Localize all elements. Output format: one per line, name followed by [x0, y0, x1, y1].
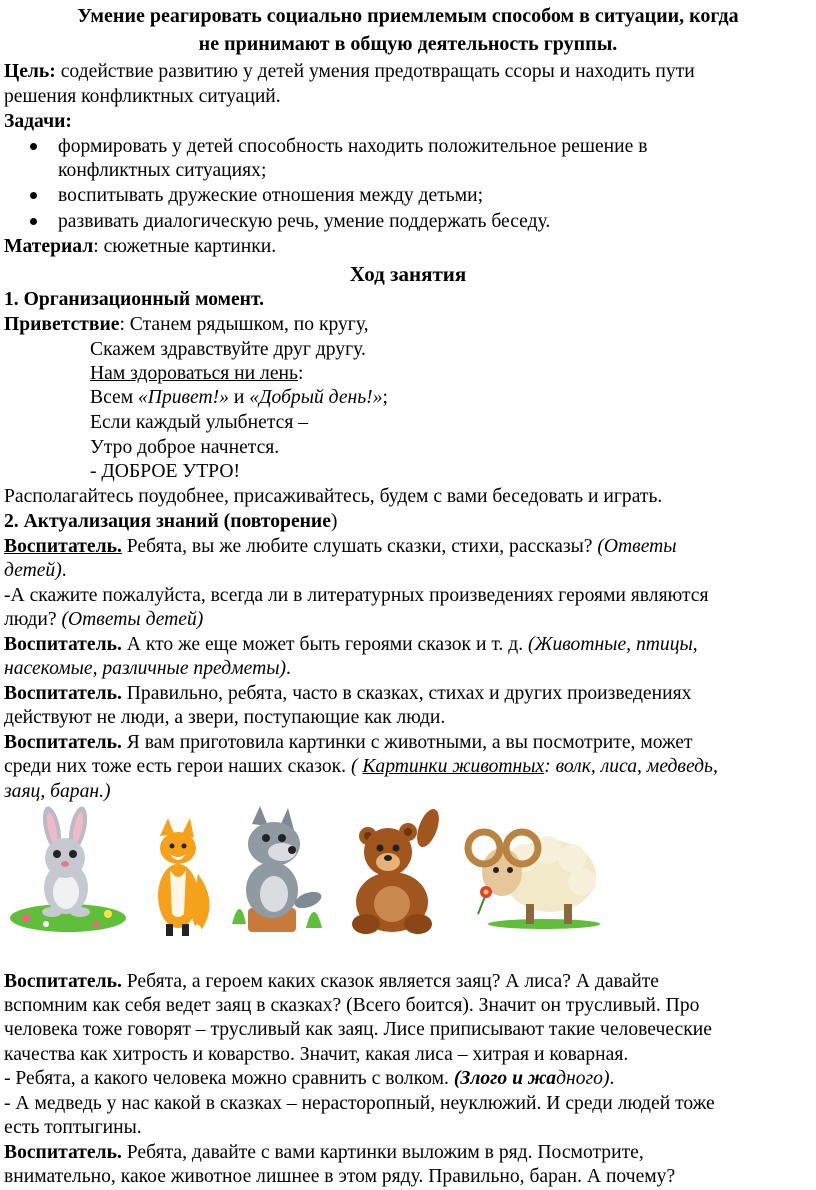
dialog-p3-line-2: [4, 657, 291, 681]
dialog-p1-a: Ребята, вы же любите слушать сказки, стихи, рассказы?: [121, 536, 598, 557]
section-2-heading-end: ): [330, 511, 338, 532]
dialog-p2-c: (Ответы детей): [61, 609, 204, 630]
greeting-line-2: Скажем здравствуйте друг другу.: [90, 339, 366, 360]
speaker-label: Воспитатель.: [4, 683, 122, 704]
dialog-p3-a: А кто же еще может быть героями сказок и т. д.: [121, 634, 528, 655]
speaker-label: Воспитатель.: [4, 536, 122, 557]
dialog-p3-d: .: [286, 658, 291, 679]
tasks-label: [4, 110, 72, 134]
dialog-p6-line-3: человека тоже говорят – трусливый как заяц. Лисе приписывают такие человеческие: [4, 1019, 712, 1040]
greeting-line-5: Если каждый улыбнется –: [90, 412, 309, 433]
task-item-2: воспитывать дружеские отношения между детьми;: [58, 185, 484, 206]
animal-pictures-row: [0, 800, 816, 950]
task-item-1: формировать у детей способность находить положительное решение в: [58, 136, 648, 157]
dialog-p1-b: (Ответы: [597, 536, 677, 557]
greeting-line-4: [90, 386, 388, 410]
dialog-p4-a: Правильно, ребята, часто в сказках, стихах и других произведениях: [121, 683, 692, 704]
dialog-p7-line-1: [4, 1067, 614, 1091]
speaker-label: Воспитатель.: [4, 971, 122, 992]
bullet-icon: [30, 218, 37, 225]
goal-text: содействие развитию у детей умения предотвращать ссоры и находить пути: [55, 61, 695, 82]
material-line: [4, 235, 276, 259]
dialog-p7-d: .: [609, 1068, 615, 1089]
speaker-label: Воспитатель.: [4, 732, 122, 753]
lesson-heading: Ход занятия: [349, 262, 467, 286]
task-item-3: развивать диалогическую речь, умение поддержать беседу.: [58, 211, 551, 232]
dialog-p3-b: (Животные, птицы,: [528, 634, 698, 655]
tasks-label-text: Задачи:: [4, 111, 72, 132]
greeting-line-3: [90, 362, 303, 386]
speaker-label: Воспитатель.: [4, 634, 122, 655]
goal-label: Цель:: [4, 61, 56, 82]
greeting-underlined: Нам здороваться ни лень: [90, 363, 298, 384]
greeting-l4-a: Всем: [90, 387, 138, 408]
dialog-p6-a: Ребята, а героем каких сказок является заяц? А лиса? А давайте: [121, 971, 659, 992]
greeting-text-1: : Станем рядышком, по кругу,: [119, 314, 369, 335]
dialog-p5-c: (: [350, 756, 363, 777]
dialog-p4-line-2: действуют не люди, а звери, поступающие как люди.: [4, 707, 446, 728]
bullet-icon: [30, 192, 37, 199]
dialog-p5-line-1: [4, 731, 693, 755]
task-item-1-cont: конфликтных ситуациях;: [58, 160, 267, 181]
dialog-p5-d: Картинки животных: [362, 756, 545, 777]
dialog-p1-line-1: [4, 535, 677, 559]
dialog-p5-a: Я вам приготовила картинки с животными, а вы посмотрите, может: [121, 732, 693, 753]
speaker-label: Воспитатель.: [4, 1142, 122, 1163]
wolf-icon: [222, 804, 328, 940]
dialog-p5-b: среди них тоже есть герои наших сказок.: [4, 756, 351, 777]
invite-line: Располагайтесь поудобнее, присаживайтесь, будем с вами беседовать и играть.: [4, 486, 663, 507]
material-label: Материал: [4, 236, 94, 257]
goal-line-2: решения конфликтных ситуаций.: [4, 86, 281, 107]
material-text: : сюжетные картинки.: [93, 236, 277, 257]
greeting-l4-e: ;: [382, 387, 388, 408]
dialog-p1-d: .: [61, 560, 67, 581]
greeting-label: Приветствие: [4, 314, 120, 335]
dialog-p6-line-1: [4, 970, 659, 994]
greeting-l4-d: «Добрый день!»: [249, 387, 383, 408]
dialog-p9-line-2: внимательно, какое животное лишнее в этом ряду. Правильно, баран. А почему?: [4, 1166, 676, 1187]
section-1-heading-text: 1. Организационный момент.: [4, 289, 265, 310]
dialog-p1-line-2: [4, 559, 67, 583]
dialog-p4-line-1: [4, 682, 691, 706]
greeting-l4-b: «Привет!»: [138, 387, 229, 408]
dialog-p8-line-2: есть топтыгины.: [4, 1117, 142, 1138]
goal-line-1: [4, 60, 695, 84]
dialog-p7-c: дного): [556, 1068, 610, 1089]
dialog-p2-line-1: -А скажите пожалуйста, всегда ли в литературных произведениях героями являются: [4, 585, 709, 606]
dialog-p5-f: заяц, баран.): [4, 781, 111, 802]
greeting-line-1: [4, 313, 369, 337]
hare-icon: [6, 806, 130, 936]
dialog-p3-c: насекомые, различные предметы): [4, 658, 287, 679]
dialog-p7-b: (Злого и жа: [453, 1068, 557, 1089]
fox-icon: [140, 814, 220, 940]
dialog-p5-line-2: [4, 755, 718, 779]
bear-icon: [346, 806, 446, 938]
dialog-p5-e: : волк, лиса, медведь,: [544, 756, 718, 777]
bullet-icon: [30, 143, 37, 150]
dialog-p6-line-4: качества как хитрость и коварство. Значит, какая лиса – хитрая и коварная.: [4, 1044, 629, 1065]
dialog-p7-a: - Ребята, а какого человека можно сравнить с волком.: [4, 1068, 454, 1089]
dialog-p1-c: детей): [4, 560, 62, 581]
section-2-heading-text: 2. Актуализация знаний (повторение: [4, 511, 331, 532]
greeting-line-7: - ДОБРОЕ УТРО!: [90, 461, 240, 482]
title-line-1: Умение реагировать социально приемлемым способом в ситуации, когда: [77, 5, 739, 27]
dialog-p8-line-1: - А медведь у нас какой в сказках – нерасторопный, неуклюжий. И среди людей тоже: [4, 1093, 715, 1114]
dialog-p9-a: Ребята, давайте с вами картинки выложим в ряд. Посмотрите,: [121, 1142, 644, 1163]
section-1-heading: [4, 288, 264, 312]
dialog-p6-line-2: вспомним как себя ведет заяц в сказках? (Всего боится). Значит он трусливый. Про: [4, 995, 700, 1016]
dialog-p2-line-2: [4, 608, 203, 632]
greeting-line-6: Утро доброе начнется.: [90, 437, 280, 458]
greeting-l4-c: и: [228, 387, 250, 408]
dialog-p2-b: люди?: [4, 609, 62, 630]
section-2-heading: [4, 510, 337, 534]
title-line-2: не принимают в общую деятельность группы.: [198, 33, 618, 55]
greeting-line-3-rest: :: [297, 363, 304, 384]
dialog-p3-line-1: [4, 633, 698, 657]
dialog-p9-line-1: [4, 1141, 644, 1165]
ram-icon: [464, 820, 600, 930]
